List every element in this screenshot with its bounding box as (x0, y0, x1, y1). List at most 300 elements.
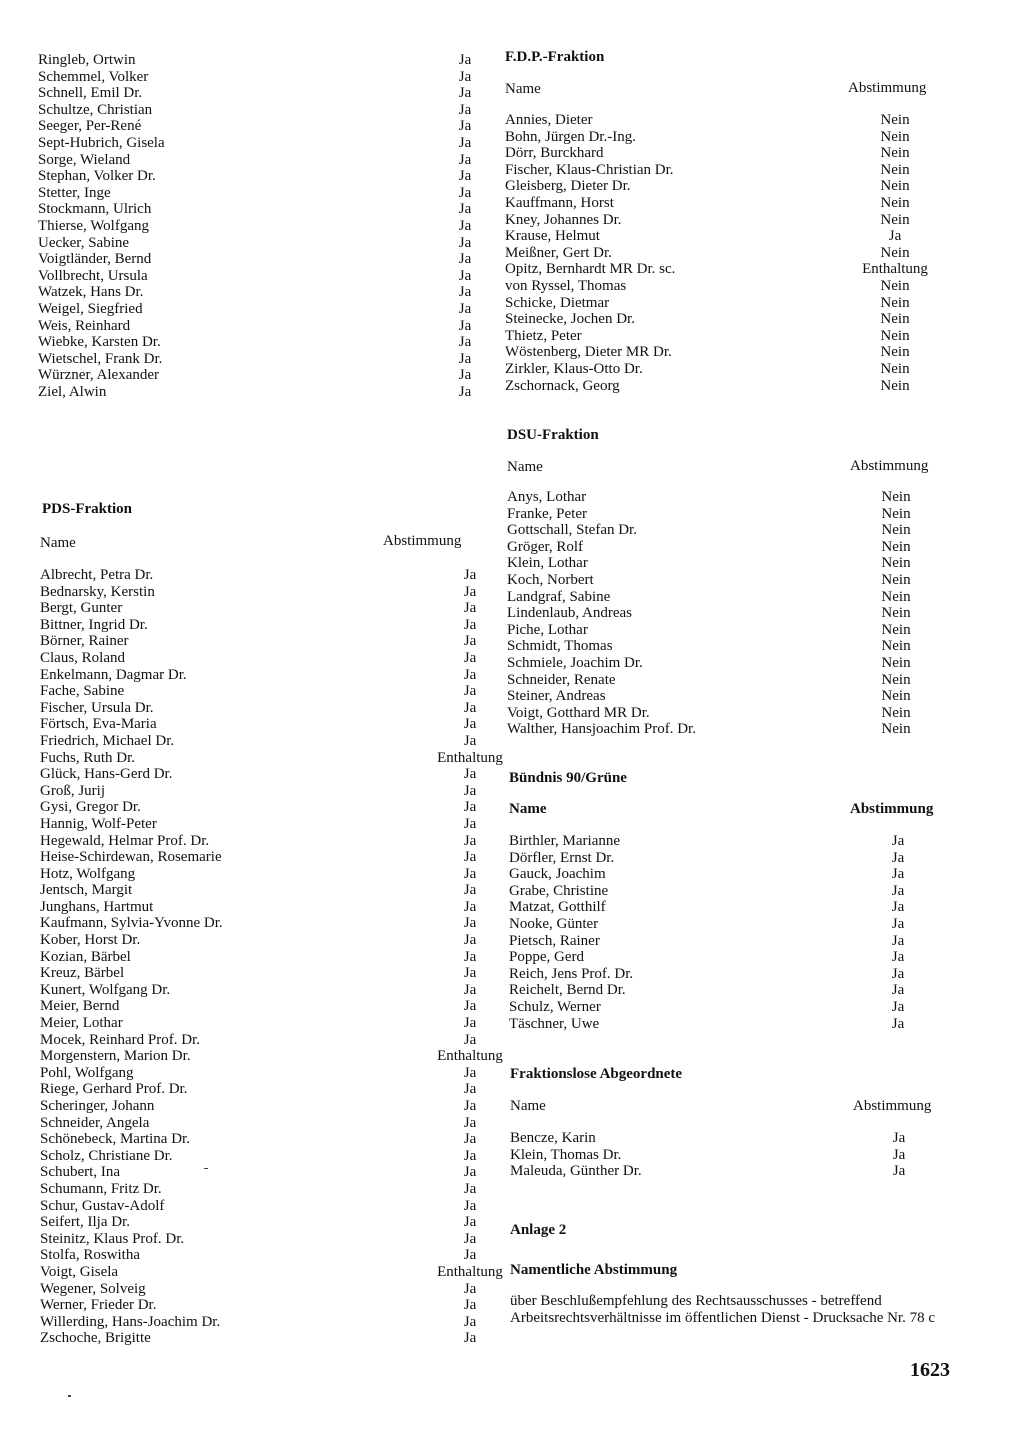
list-item (507, 705, 957, 722)
vote-value: Ja (458, 168, 472, 185)
vote-value: Ja (892, 1146, 906, 1163)
list-item (505, 295, 955, 312)
member-name: Kozian, Bärbel (40, 948, 131, 965)
list-item (40, 1314, 480, 1331)
vote-value: Nein (881, 688, 911, 705)
vote-value: Ja (463, 1064, 477, 1081)
member-name: Stockmann, Ulrich (38, 201, 152, 218)
vote-value: Ja (458, 267, 472, 284)
list-item (40, 833, 480, 850)
vote-value: Ja (891, 866, 905, 883)
member-name: Bohn, Jürgen Dr.-Ing. (505, 128, 636, 145)
list-item (40, 584, 480, 601)
vote-value: Ja (891, 849, 905, 866)
member-name: Watzek, Hans Dr. (38, 284, 144, 301)
list-item (509, 833, 959, 850)
vote-value: Nein (880, 311, 910, 328)
member-name: Voigt, Gisela (40, 1263, 119, 1280)
vote-value: Ja (891, 899, 905, 916)
column-header-vote: Abstimmung (383, 533, 462, 549)
member-name: Kunert, Wolfgang Dr. (40, 981, 171, 998)
list-item (40, 1115, 480, 1132)
list-item (509, 850, 959, 867)
vote-value: Ja (891, 932, 905, 949)
list-item (40, 1297, 480, 1314)
list-item (40, 567, 480, 584)
vote-value: Ja (463, 699, 477, 716)
list-item (40, 1281, 480, 1298)
member-name: Täschner, Uwe (509, 1015, 600, 1032)
member-name: Maleuda, Günther Dr. (510, 1163, 642, 1180)
list-item (505, 129, 955, 146)
vote-value: Ja (463, 948, 477, 965)
list-dsu (507, 489, 957, 738)
member-name: Fischer, Ursula Dr. (40, 699, 154, 716)
vote-value: Ja (458, 367, 472, 384)
vote-value: Ja (463, 649, 477, 666)
list-item (40, 1231, 480, 1248)
member-name: Birthler, Marianne (509, 833, 621, 849)
vote-value: Ja (892, 1163, 906, 1180)
vote-value: Ja (458, 101, 472, 118)
list-item (40, 783, 480, 800)
vote-value: Ja (458, 217, 472, 234)
list-item (505, 261, 955, 278)
member-name: Schönebeck, Martina Dr. (40, 1131, 190, 1148)
vote-value: Ja (463, 1297, 477, 1314)
member-name: Hegewald, Helmar Prof. Dr. (40, 832, 210, 849)
member-name: Gröger, Rolf (507, 538, 584, 555)
list-item (40, 949, 480, 966)
member-name: Klein, Lothar (507, 555, 588, 572)
member-name: Lindenlaub, Andreas (507, 605, 632, 622)
member-name: Junghans, Hartmut (40, 898, 154, 915)
member-name: Gottschall, Stefan Dr. (507, 522, 637, 539)
list-item (505, 145, 955, 162)
member-name: Zschoche, Brigitte (40, 1330, 151, 1347)
vote-value: Ja (458, 201, 472, 218)
member-name: Claus, Roland (40, 649, 125, 666)
list-item (40, 849, 480, 866)
column-header-vote: Abstimmung (850, 801, 934, 817)
vote-value: Ja (891, 965, 905, 982)
member-name: Würzner, Alexander (38, 367, 160, 384)
member-name: Schultze, Christian (38, 101, 153, 118)
column-header-name: Name (507, 459, 543, 475)
column-header-name: Name (509, 801, 547, 817)
vote-value: Ja (463, 1015, 477, 1032)
member-name: Enkelmann, Dagmar Dr. (40, 666, 187, 683)
member-name: Kauffmann, Horst (505, 194, 614, 211)
scan-speck (68, 1395, 71, 1397)
list-item (505, 328, 955, 345)
member-name: Landgraf, Sabine (507, 588, 611, 605)
vote-value: Ja (463, 1131, 477, 1148)
member-name: Meißner, Gert Dr. (505, 244, 612, 261)
vote-value: Ja (463, 616, 477, 633)
list-item (509, 982, 959, 999)
member-name: Sorge, Wieland (38, 151, 131, 168)
list-item (38, 102, 478, 119)
list-item (505, 178, 955, 195)
list-item (38, 152, 478, 169)
member-name: Gauck, Joachim (509, 866, 606, 883)
list-item (40, 1214, 480, 1231)
list-item (507, 672, 957, 689)
vote-value: Ja (463, 998, 477, 1015)
list-item (505, 278, 955, 295)
list-item (505, 344, 955, 361)
list-item (40, 733, 480, 750)
vote-value: Nein (881, 704, 911, 721)
list-item (507, 721, 957, 738)
list-item (38, 334, 478, 351)
member-name: Voigt, Gotthard MR Dr. (507, 704, 650, 721)
member-name: Schneider, Angela (40, 1114, 150, 1131)
vote-value: Ja (463, 815, 477, 832)
member-name: Morgenstern, Marion Dr. (40, 1048, 191, 1065)
list-item (507, 555, 957, 572)
column-header-name: Name (505, 81, 541, 97)
member-name: Fuchs, Ruth Dr. (40, 749, 136, 766)
list-item (505, 378, 955, 395)
vote-value: Nein (880, 145, 910, 162)
member-name: Steinecke, Jochen Dr. (505, 311, 635, 328)
vote-value: Ja (463, 1247, 477, 1264)
list-item (40, 932, 480, 949)
member-name: Annies, Dieter (505, 112, 593, 128)
list-item (510, 1130, 960, 1147)
list-item (38, 251, 478, 268)
vote-value: Ja (463, 965, 477, 982)
list-item (40, 683, 480, 700)
vote-value: Enthaltung (437, 1048, 503, 1065)
list-item (38, 351, 478, 368)
member-name: Steinitz, Klaus Prof. Dr. (40, 1230, 185, 1247)
list-item (40, 882, 480, 899)
vote-value: Nein (881, 654, 911, 671)
vote-value: Ja (458, 300, 472, 317)
member-name: Schicke, Dietmar (505, 294, 610, 311)
column-header-name: Name (40, 535, 76, 551)
vote-value: Ja (463, 600, 477, 617)
list-item (507, 489, 957, 506)
vote-value: Ja (463, 1164, 477, 1181)
list-item (505, 195, 955, 212)
list-item (38, 318, 478, 335)
vote-value: Nein (881, 571, 911, 588)
vote-value: Ja (458, 284, 472, 301)
vote-value: Ja (463, 915, 477, 932)
vote-value: Nein (881, 721, 911, 738)
list-item (40, 998, 480, 1015)
list-item (40, 816, 480, 833)
member-name: Reich, Jens Prof. Dr. (509, 965, 634, 982)
member-name: Friedrich, Michael Dr. (40, 732, 175, 749)
vote-value: Nein (880, 178, 910, 195)
vote-value: Nein (880, 211, 910, 228)
list-item (40, 982, 480, 999)
vote-value: Nein (881, 605, 911, 622)
list-item (38, 384, 478, 401)
vote-value: Ja (463, 932, 477, 949)
vote-value: Ja (458, 134, 472, 151)
list-item (509, 999, 959, 1016)
vote-value: Nein (881, 638, 911, 655)
vote-value: Ja (458, 151, 472, 168)
member-name: Grabe, Christine (509, 882, 609, 899)
vote-value: Nein (881, 489, 911, 505)
vote-value: Ja (458, 350, 472, 367)
list-buendnis (509, 833, 959, 1032)
vote-value: Nein (880, 194, 910, 211)
vote-value: Ja (463, 1280, 477, 1297)
list-item (505, 361, 955, 378)
member-name: Nooke, Günter (509, 915, 599, 932)
list-item (40, 1148, 480, 1165)
list-item (509, 1016, 959, 1033)
member-name: Uecker, Sabine (38, 234, 130, 251)
list-item (38, 118, 478, 135)
member-name: Voigtländer, Bernd (38, 251, 152, 268)
list-item (40, 1131, 480, 1148)
member-name: Zirkler, Klaus-Otto Dr. (505, 360, 643, 377)
vote-value: Ja (888, 228, 902, 245)
member-name: Koch, Norbert (507, 571, 594, 588)
member-name: Kreuz, Bärbel (40, 965, 125, 982)
member-name: Fache, Sabine (40, 683, 125, 700)
member-name: Zschornack, Georg (505, 377, 620, 394)
list-item (40, 1081, 480, 1098)
member-name: Stolfa, Roswitha (40, 1247, 140, 1264)
list-item (40, 1065, 480, 1082)
list-item (507, 589, 957, 606)
list-item (40, 650, 480, 667)
list-item (509, 899, 959, 916)
vote-value: Nein (880, 327, 910, 344)
member-name: Wiebke, Karsten Dr. (38, 334, 161, 351)
list-item (507, 688, 957, 705)
vote-value: Ja (463, 1330, 477, 1347)
vote-value: Ja (463, 1197, 477, 1214)
anlage-text: über Beschlußempfehlung des Rechtsausschusses - betreffend Arbeitsrechtsverhältnisse im öffentlichen Dienst - Drucksache Nr. 78 c (510, 1293, 936, 1326)
list-item (505, 162, 955, 179)
list-item (510, 1163, 960, 1180)
member-name: Mocek, Reinhard Prof. Dr. (40, 1031, 200, 1048)
list-item (509, 866, 959, 883)
list-item (507, 655, 957, 672)
member-name: Kney, Johannes Dr. (505, 211, 622, 228)
member-name: Stetter, Inge (38, 184, 111, 201)
vote-value: Ja (463, 1180, 477, 1197)
list-fdp (505, 112, 955, 394)
list-item (509, 966, 959, 983)
list-item (40, 617, 480, 634)
member-name: Stephan, Volker Dr. (38, 168, 156, 185)
member-name: Dörr, Burckhard (505, 145, 604, 162)
vote-value: Ja (891, 1015, 905, 1032)
member-name: Anys, Lothar (507, 489, 587, 505)
member-name: Meier, Bernd (40, 998, 120, 1015)
vote-value: Nein (881, 505, 911, 522)
list-item (505, 212, 955, 229)
list-item (40, 1198, 480, 1215)
member-name: Seifert, Ilja Dr. (40, 1214, 130, 1231)
member-name: Piche, Lothar (507, 621, 588, 638)
member-name: Walther, Hansjoachim Prof. Dr. (507, 721, 696, 738)
vote-value: Ja (891, 882, 905, 899)
list-item (40, 1015, 480, 1032)
list-item (38, 185, 478, 202)
vote-value: Nein (880, 377, 910, 394)
list-left-top (38, 52, 478, 400)
member-name: Heise-Schirdewan, Rosemarie (40, 849, 222, 866)
list-item (40, 600, 480, 617)
member-name: Weis, Reinhard (38, 317, 131, 334)
section-title-fraktionslose: Fraktionslose Abgeordnete (510, 1066, 683, 1082)
list-item (40, 1263, 503, 1281)
member-name: Fischer, Klaus-Christian Dr. (505, 161, 674, 178)
list-item (507, 572, 957, 589)
list-item (509, 883, 959, 900)
list-item (507, 522, 957, 539)
list-item (40, 1247, 480, 1264)
vote-value: Ja (458, 184, 472, 201)
member-name: Weigel, Siegfried (38, 300, 143, 317)
list-item (38, 135, 478, 152)
member-name: Groß, Jurij (40, 782, 105, 799)
list-item (40, 1164, 480, 1181)
list-item (507, 539, 957, 556)
list-item (38, 235, 478, 252)
list-item (40, 700, 480, 717)
column-header-name: Name (510, 1098, 546, 1114)
vote-value: Ja (463, 1230, 477, 1247)
vote-value: Nein (881, 555, 911, 572)
vote-value: Ja (458, 334, 472, 351)
member-name: Franke, Peter (507, 505, 587, 522)
vote-value: Nein (880, 112, 910, 128)
list-item (40, 749, 503, 767)
list-item (40, 1032, 480, 1049)
list-item (507, 638, 957, 655)
column-header-vote: Abstimmung (848, 80, 927, 96)
section-title-buendnis: Bündnis 90/Grüne (509, 770, 627, 786)
vote-value: Ja (463, 1114, 477, 1131)
vote-value: Nein (881, 621, 911, 638)
member-name: Börner, Rainer (40, 633, 129, 650)
list-item (510, 1147, 960, 1164)
list-item (38, 85, 478, 102)
member-name: Kober, Horst Dr. (40, 932, 141, 949)
vote-value: Nein (881, 588, 911, 605)
member-name: Poppe, Gerd (509, 949, 584, 966)
member-name: Werner, Frieder Dr. (40, 1297, 157, 1314)
vote-value: Ja (458, 118, 472, 135)
section-title-fdp: F.D.P.-Fraktion (505, 49, 605, 65)
member-name: Gleisberg, Dieter Dr. (505, 178, 631, 195)
member-name: Hotz, Wolfgang (40, 865, 136, 882)
list-item (507, 605, 957, 622)
member-name: Riege, Gerhard Prof. Dr. (40, 1081, 188, 1098)
list-item (509, 949, 959, 966)
list-item (40, 1048, 503, 1065)
vote-value: Ja (463, 766, 477, 783)
list-item (40, 965, 480, 982)
member-name: Scholz, Christiane Dr. (40, 1147, 173, 1164)
member-name: Pietsch, Rainer (509, 932, 600, 949)
vote-value: Nein (881, 522, 911, 539)
member-name: Seeger, Per-René (38, 118, 142, 135)
list-item (38, 268, 478, 285)
page-number: 1623 (910, 1359, 950, 1381)
vote-value: Ja (463, 1081, 477, 1098)
member-name: Steiner, Andreas (507, 688, 606, 705)
list-item (38, 367, 478, 384)
member-name: Schmidt, Thomas (507, 638, 613, 655)
vote-value: Ja (891, 998, 905, 1015)
vote-value: Ja (463, 666, 477, 683)
vote-value: Nein (880, 277, 910, 294)
member-name: Glück, Hans-Gerd Dr. (40, 766, 173, 783)
list-item (38, 52, 478, 69)
vote-value: Ja (463, 981, 477, 998)
vote-value: Ja (463, 832, 477, 849)
list-item (38, 168, 478, 185)
vote-value: Ja (891, 982, 905, 999)
member-name: Schumann, Fritz Dr. (40, 1180, 162, 1197)
vote-value: Ja (463, 1031, 477, 1048)
column-header-vote: Abstimmung (853, 1098, 932, 1114)
list-item (40, 633, 480, 650)
list-item (40, 1181, 480, 1198)
anlage-subtitle: Namentliche Abstimmung (510, 1262, 678, 1278)
list-item (505, 311, 955, 328)
list-item (38, 69, 478, 86)
section-title-pds: PDS-Fraktion (42, 501, 132, 517)
vote-value: Ja (463, 1214, 477, 1231)
vote-value: Ja (463, 849, 477, 866)
vote-value: Ja (463, 799, 477, 816)
vote-value: Nein (880, 161, 910, 178)
vote-value: Nein (881, 538, 911, 555)
member-name: Vollbrecht, Ursula (38, 267, 148, 284)
member-name: Förtsch, Eva-Maria (40, 716, 157, 733)
vote-value: Nein (880, 360, 910, 377)
column-header-vote: Abstimmung (850, 458, 929, 474)
scan-speck (204, 1168, 208, 1169)
member-name: Kaufmann, Sylvia-Yvonne Dr. (40, 915, 223, 932)
section-title-dsu: DSU-Fraktion (507, 427, 599, 443)
member-name: Pohl, Wolfgang (40, 1064, 134, 1081)
vote-value: Nein (881, 671, 911, 688)
vote-value: Enthaltung (437, 1263, 503, 1280)
list-item (38, 218, 478, 235)
list-item (40, 667, 480, 684)
vote-value: Ja (463, 898, 477, 915)
vote-value: Ja (463, 1313, 477, 1330)
vote-value: Ja (463, 882, 477, 899)
vote-value: Ja (463, 1098, 477, 1114)
list-item (38, 301, 478, 318)
vote-value: Ja (891, 915, 905, 932)
list-item (40, 899, 480, 916)
member-name: Krause, Helmut (505, 228, 600, 245)
list-item (507, 622, 957, 639)
vote-value: Ja (458, 251, 472, 268)
list-item (507, 506, 957, 523)
member-name: Bergt, Gunter (40, 600, 123, 617)
